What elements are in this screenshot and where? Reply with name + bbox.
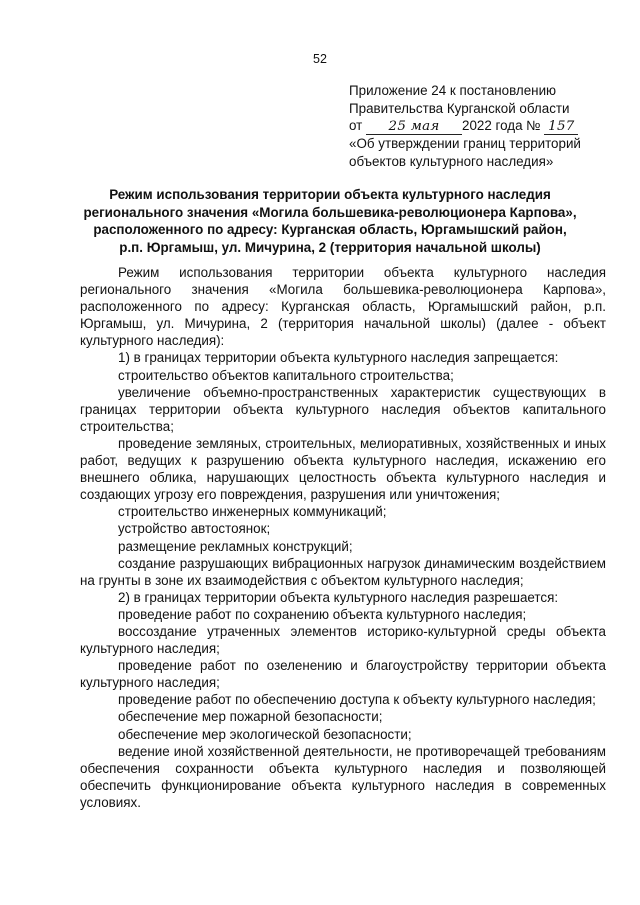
paragraph-intro: Режим использования территории объекта культурного наследия регионального значения «Могила большевика-революционера Карпова», расположенного по адресу: Курганская область, Юргамышский район, р.п. Юргамыш, ул. Мичурина, 2 (территория начальной школы) (далее - объект культурного наследия): <box>80 265 606 349</box>
paragraph-item: проведение работ по обеспечению доступа к объекту культурного наследия; <box>118 692 596 708</box>
paragraph-item: обеспечение мер экологической безопасности; <box>118 726 412 742</box>
paragraph-item: увеличение объемно-пространственных характеристик существующих в границах территории объекта культурного наследия объектов капитального строительства; <box>80 384 606 434</box>
document-title <box>80 186 580 256</box>
appendix-line-1: Приложение 24 к постановлению <box>349 83 557 98</box>
appendix-ot: от <box>349 118 363 134</box>
paragraph-item: воссоздание утраченных элементов историко-культурной среды объекта культурного наследия; <box>80 623 606 657</box>
appendix-header <box>349 82 599 170</box>
appendix-line-4: «Об утверждении границ территорий <box>349 136 581 152</box>
paragraph-item: проведение работ по озеленению и благоустройству территории объекта культурного наследия; <box>80 658 606 691</box>
appendix-date-line <box>349 117 599 135</box>
paragraph-item: проведение работ по сохранению объекта культурного наследия; <box>118 606 527 622</box>
document-body <box>80 264 606 811</box>
paragraph-item: ведение иной хозяйственной деятельности, не противоречащей требованиям обеспечения сохранности объекта культурного наследия и позволяющей обеспечить функционирование объекта культурного наследия в современных условиях. <box>80 743 606 810</box>
title-line-3: расположенного по адресу: Курганская область, Юргамышский район, <box>93 222 567 238</box>
paragraph-prohibited-heading: 1) в границах территории объекта культурного наследия запрещается: <box>118 350 559 366</box>
paragraph-item: устройство автостоянок; <box>118 521 271 537</box>
handwritten-number: 157 <box>544 120 578 135</box>
paragraph-item: проведение земляных, строительных, мелиоративных, хозяйственных и иных работ, ведущих к разрушению объекта культурного наследия, искажению его внешнего облика, нарушающих целостность объекта культурного наследия и создающих угрозу его повреждения, разрушения или уничтожения; <box>80 435 606 503</box>
appendix-line-5: объектов культурного наследия» <box>349 153 554 169</box>
number-sign: № <box>526 118 541 134</box>
title-line-1: Режим использования территории объекта культурного наследия <box>109 187 551 202</box>
paragraph-item: строительство инженерных коммуникаций; <box>118 504 387 520</box>
paragraph-item: создание разрушающих вибрационных нагрузок динамическим воздействием на грунты в зоне их взаимодействия с объектом культурного наследия; <box>80 555 606 588</box>
page-number: 52 <box>313 52 327 66</box>
title-line-2: регионального значения «Могила большевика-революционера Карпова», <box>83 204 577 220</box>
paragraph-item: обеспечение мер пожарной безопасности; <box>118 709 383 725</box>
paragraph-allowed-heading: 2) в границах территории объекта культурного наследия разрешается: <box>118 589 559 605</box>
appendix-year: 2022 года <box>462 118 523 134</box>
paragraph-item: строительство объектов капитального строительства; <box>118 367 454 383</box>
appendix-line-2: Правительства Курганской области <box>349 100 570 116</box>
paragraph-item: размещение рекламных конструкций; <box>118 538 353 554</box>
handwritten-date: 25 мая <box>366 120 462 135</box>
title-line-4: р.п. Юргамыш, ул. Мичурина, 2 (территория начальной школы) <box>119 239 541 255</box>
